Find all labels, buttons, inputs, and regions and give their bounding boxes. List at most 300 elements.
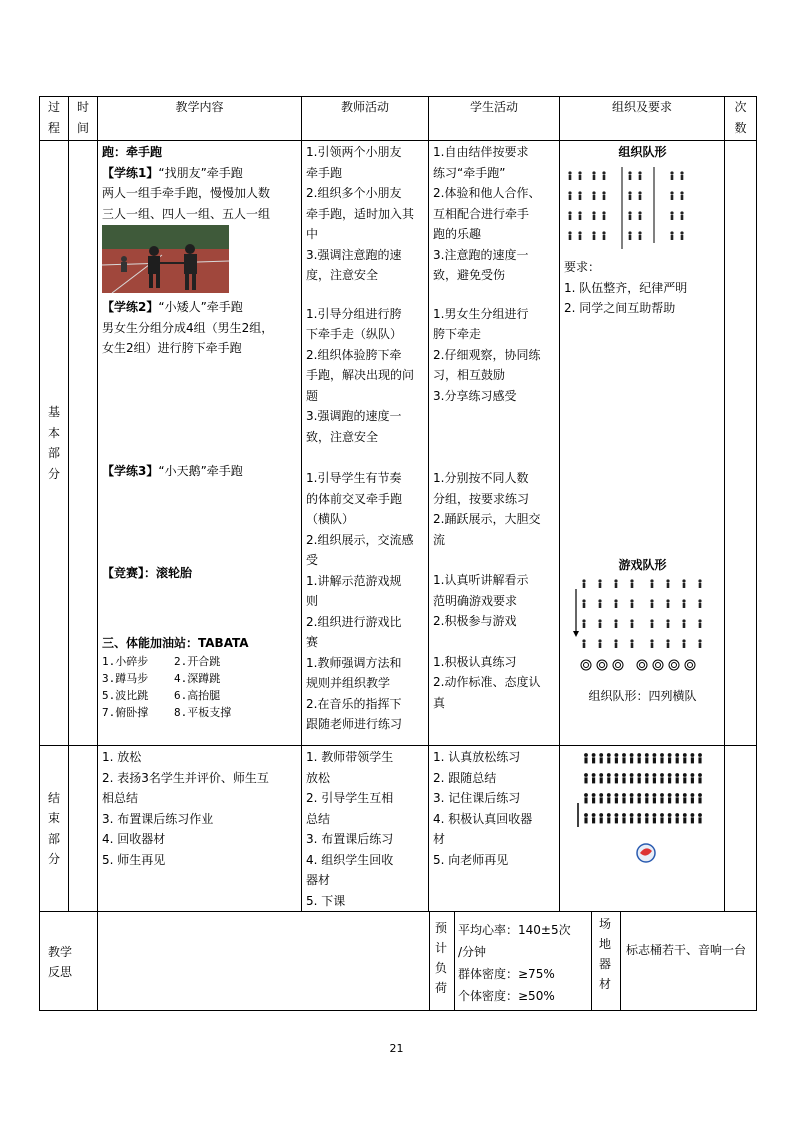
person-body bbox=[668, 757, 671, 763]
person-icon bbox=[592, 191, 595, 194]
person-icon bbox=[628, 211, 631, 214]
basic-teacher bbox=[302, 141, 429, 746]
game-heading: 【竞赛】：滚轮胎 bbox=[102, 566, 193, 580]
person-body bbox=[569, 235, 572, 240]
person-icon bbox=[622, 813, 626, 817]
person-icon bbox=[650, 619, 653, 622]
student-line: 3.分享练习感受 bbox=[433, 388, 517, 403]
header-teacher: 教师活动 bbox=[302, 97, 429, 141]
student-line: 胯下牵走 bbox=[433, 327, 482, 341]
person-body bbox=[639, 175, 642, 180]
org-caption: 组织队形：四列横队 bbox=[588, 688, 697, 703]
tire-icon bbox=[656, 663, 661, 668]
person-icon bbox=[602, 231, 605, 234]
teacher-line: 1.引导分组进行胯 bbox=[306, 306, 402, 321]
person-icon bbox=[614, 753, 618, 757]
person-icon bbox=[698, 579, 701, 582]
person-body bbox=[629, 215, 632, 220]
person-icon bbox=[584, 753, 588, 757]
person-icon bbox=[637, 793, 641, 797]
fitness-row: 7.俯卧撑 8.平板支撑 bbox=[102, 706, 232, 719]
ending-teacher-line: 器材 bbox=[306, 873, 331, 887]
person-body bbox=[671, 215, 674, 220]
teacher-line: 2.组织进行游戏比 bbox=[306, 614, 402, 629]
teacher-line: 规则并组织教学 bbox=[306, 676, 391, 690]
ending-teacher-line: 1. 教师带领学生 bbox=[306, 750, 394, 764]
person-body bbox=[660, 817, 663, 823]
person-icon bbox=[652, 813, 656, 817]
person-body bbox=[671, 235, 674, 240]
person-body bbox=[603, 175, 606, 180]
student-line: 1.分别按不同人数 bbox=[433, 471, 529, 485]
teacher-line: 手跑，解决出现的问 bbox=[306, 368, 415, 382]
load-line: 个体密度：≥50% bbox=[458, 989, 555, 1003]
tire-icon bbox=[653, 660, 663, 670]
person-body bbox=[600, 777, 603, 783]
person-icon bbox=[598, 599, 601, 602]
basic-content bbox=[98, 141, 302, 746]
person-icon bbox=[666, 639, 669, 642]
person-body bbox=[699, 583, 702, 588]
person-icon bbox=[582, 579, 585, 582]
person-body bbox=[676, 797, 679, 803]
person-icon bbox=[622, 753, 626, 757]
teacher-line: 1.引导学生有节奏 bbox=[306, 471, 402, 485]
load-line: /分钟 bbox=[458, 945, 487, 959]
fitness-row: 3.蹲马步 4.深蹲跳 bbox=[102, 672, 221, 685]
running-photo bbox=[102, 225, 229, 293]
person-icon bbox=[652, 793, 656, 797]
ending-student-line: 1. 认真放松练习 bbox=[433, 750, 521, 764]
person-icon bbox=[630, 639, 633, 642]
person-body bbox=[639, 235, 642, 240]
person-icon bbox=[698, 599, 701, 602]
person-body bbox=[698, 797, 701, 803]
person-icon bbox=[652, 773, 656, 777]
person-body bbox=[622, 797, 625, 803]
person-icon bbox=[584, 773, 588, 777]
person-icon bbox=[675, 793, 679, 797]
person-icon bbox=[683, 813, 687, 817]
teacher-line: 度，注意安全 bbox=[306, 268, 379, 282]
person-body bbox=[630, 777, 633, 783]
formation-diagram-1 bbox=[564, 163, 694, 251]
person-body bbox=[639, 195, 642, 200]
person-body bbox=[676, 777, 679, 783]
person-body bbox=[683, 757, 686, 763]
ending-teacher-line: 总结 bbox=[306, 811, 331, 826]
load-values bbox=[458, 919, 586, 1007]
ex1-line-1: 两人一组手牵手跑，慢慢加人数 bbox=[102, 186, 271, 200]
person-body bbox=[681, 175, 684, 180]
person-body bbox=[579, 215, 582, 220]
person-body bbox=[615, 643, 618, 648]
person-body bbox=[668, 817, 671, 823]
header-row bbox=[40, 97, 757, 141]
person-body bbox=[660, 777, 663, 783]
person-body bbox=[584, 777, 587, 783]
ending-teacher bbox=[302, 746, 429, 912]
fitness-title: 三、体能加油站：TABATA bbox=[102, 635, 249, 650]
teacher-line: 题 bbox=[306, 388, 319, 403]
person-icon bbox=[592, 753, 596, 757]
person-icon bbox=[682, 579, 685, 582]
person-body bbox=[593, 235, 596, 240]
person-body bbox=[691, 777, 694, 783]
person-body bbox=[681, 235, 684, 240]
person-body bbox=[683, 603, 686, 608]
reflection-body bbox=[98, 912, 757, 1011]
student-line: 流 bbox=[433, 532, 446, 547]
person-body bbox=[671, 195, 674, 200]
student-line: 1.男女生分组进行 bbox=[433, 306, 529, 321]
person-icon bbox=[675, 813, 679, 817]
person-body bbox=[599, 643, 602, 648]
person-icon bbox=[637, 773, 641, 777]
student-line: 2.体验和他人合作、 bbox=[433, 186, 541, 200]
person-icon bbox=[614, 813, 618, 817]
teacher-line: 牵手跑，适时加入其 bbox=[306, 206, 415, 221]
person-body bbox=[681, 195, 684, 200]
person-icon bbox=[645, 773, 649, 777]
person-body bbox=[615, 757, 618, 763]
header-count: 次数 bbox=[725, 97, 757, 141]
person-icon bbox=[607, 793, 611, 797]
person-body bbox=[592, 797, 595, 803]
person-body bbox=[593, 175, 596, 180]
req-item-2: 2. 同学之间互助帮助 bbox=[564, 301, 676, 315]
person-icon bbox=[675, 753, 679, 757]
ending-content-line: 5. 师生再见 bbox=[102, 852, 166, 867]
teacher-line: 牵手跑 bbox=[306, 165, 343, 180]
person-icon bbox=[682, 639, 685, 642]
person-icon bbox=[568, 211, 571, 214]
person-icon bbox=[690, 793, 694, 797]
person-icon bbox=[660, 813, 664, 817]
basic-row bbox=[40, 141, 757, 746]
tire-icon bbox=[616, 663, 621, 668]
person-icon bbox=[622, 773, 626, 777]
person-icon bbox=[630, 619, 633, 622]
person-icon bbox=[630, 793, 634, 797]
person-body bbox=[683, 643, 686, 648]
person-body bbox=[698, 777, 701, 783]
person-body bbox=[583, 643, 586, 648]
person-body bbox=[651, 603, 654, 608]
ex1-heading: 【学练1】“找朋友”牵手跑 bbox=[102, 165, 243, 180]
person-body bbox=[660, 797, 663, 803]
person-icon bbox=[668, 753, 672, 757]
person-body bbox=[668, 797, 671, 803]
student-line: 3.注意跑的速度一 bbox=[433, 247, 529, 262]
person-icon bbox=[668, 773, 672, 777]
person-icon bbox=[675, 773, 679, 777]
person-icon bbox=[660, 773, 664, 777]
person-icon bbox=[666, 599, 669, 602]
person-icon bbox=[680, 191, 683, 194]
person-icon bbox=[607, 773, 611, 777]
person-icon bbox=[670, 191, 673, 194]
person-body bbox=[584, 757, 587, 763]
person-body bbox=[645, 797, 648, 803]
person-icon bbox=[614, 793, 618, 797]
content-title: 跑：牵手跑 bbox=[102, 145, 163, 159]
teacher-line: 3.强调跑的速度一 bbox=[306, 409, 402, 423]
student-line: 习，相互鼓励 bbox=[433, 368, 506, 382]
tire-icon bbox=[640, 663, 645, 668]
fitness-row: 5.波比跳 6.高抬腿 bbox=[102, 689, 221, 702]
person-body bbox=[579, 195, 582, 200]
student-line: 2.踊跃展示，大胆交 bbox=[433, 512, 541, 526]
ex2-heading: 【学练2】“小矮人”牵手跑 bbox=[102, 300, 243, 314]
ending-teacher-line: 4. 组织学生回收 bbox=[306, 852, 394, 867]
fitness-list bbox=[102, 653, 298, 721]
person-icon bbox=[698, 793, 702, 797]
person-icon bbox=[578, 191, 581, 194]
person-body bbox=[698, 757, 701, 763]
person-icon bbox=[690, 813, 694, 817]
person-icon bbox=[666, 619, 669, 622]
person-body bbox=[622, 817, 625, 823]
person-body bbox=[653, 777, 656, 783]
basic-count bbox=[725, 141, 757, 746]
person-icon bbox=[599, 773, 603, 777]
person-body bbox=[691, 757, 694, 763]
person-body bbox=[599, 583, 602, 588]
reflection-label: 教学反思 bbox=[40, 912, 98, 1011]
tire-icon bbox=[688, 663, 693, 668]
req-label: 要求： bbox=[564, 260, 601, 274]
person-icon bbox=[568, 231, 571, 234]
header-org: 组织及要求 bbox=[560, 97, 725, 141]
person-body bbox=[600, 757, 603, 763]
venue-text: 标志桶若干、音响一台 bbox=[626, 943, 747, 957]
teacher-line: 2.组织展示，交流感 bbox=[306, 532, 414, 547]
student-line: 互相配合进行牵手 bbox=[433, 206, 530, 221]
person-icon bbox=[660, 753, 664, 757]
ending-count bbox=[725, 746, 757, 912]
person-icon bbox=[568, 191, 571, 194]
load-label-cell: 预计负荷 bbox=[429, 912, 455, 1010]
person-body bbox=[668, 777, 671, 783]
basic-org bbox=[560, 141, 725, 746]
person-icon bbox=[628, 191, 631, 194]
person-body bbox=[638, 817, 641, 823]
ending-teacher-line: 3. 布置课后练习 bbox=[306, 832, 394, 846]
person-icon bbox=[668, 813, 672, 817]
person-body bbox=[584, 817, 587, 823]
ending-formation-diagram bbox=[564, 747, 714, 867]
person-icon bbox=[602, 191, 605, 194]
tire-icon bbox=[581, 660, 591, 670]
reflection-row bbox=[40, 912, 757, 1011]
basic-time bbox=[69, 141, 98, 746]
person-body bbox=[607, 797, 610, 803]
header-time: 时间 bbox=[69, 97, 98, 141]
person-body bbox=[699, 643, 702, 648]
person-icon bbox=[578, 211, 581, 214]
teacher-line: 致，注意安全 bbox=[306, 429, 379, 444]
person-icon bbox=[584, 793, 588, 797]
person-body bbox=[583, 583, 586, 588]
req-item-1: 1. 队伍整齐，纪律严明 bbox=[564, 280, 688, 295]
person-body bbox=[645, 817, 648, 823]
person-body bbox=[593, 195, 596, 200]
person-icon bbox=[582, 639, 585, 642]
person-body bbox=[592, 817, 595, 823]
person-body bbox=[683, 623, 686, 628]
person-body bbox=[676, 757, 679, 763]
person-body bbox=[603, 215, 606, 220]
person-icon bbox=[698, 619, 701, 622]
person-icon bbox=[698, 773, 702, 777]
person-icon bbox=[592, 793, 596, 797]
person-icon bbox=[666, 579, 669, 582]
person-icon bbox=[690, 773, 694, 777]
person-body bbox=[651, 583, 654, 588]
page-number: 21 bbox=[389, 1042, 404, 1055]
person-icon bbox=[628, 231, 631, 234]
org-title-1: 组织队形 bbox=[618, 145, 667, 159]
person-body bbox=[645, 777, 648, 783]
person-body bbox=[607, 777, 610, 783]
reflection-inner bbox=[98, 912, 756, 1010]
person-icon bbox=[680, 231, 683, 234]
person-icon bbox=[598, 579, 601, 582]
lesson-table bbox=[39, 96, 757, 1011]
ending-student-line: 3. 记住课后练习 bbox=[433, 791, 521, 805]
person-icon bbox=[592, 813, 596, 817]
tire-icon bbox=[600, 663, 605, 668]
person-body bbox=[615, 623, 618, 628]
person-icon bbox=[607, 813, 611, 817]
person-icon bbox=[637, 753, 641, 757]
ending-time bbox=[69, 746, 98, 912]
person-icon bbox=[682, 599, 685, 602]
tire-icon bbox=[672, 663, 677, 668]
person-icon bbox=[682, 619, 685, 622]
ending-teacher-line: 放松 bbox=[306, 770, 331, 785]
person-body bbox=[603, 235, 606, 240]
person-icon bbox=[622, 793, 626, 797]
person-body bbox=[569, 175, 572, 180]
teacher-line: 跟随老师进行练习 bbox=[306, 717, 403, 731]
person-icon bbox=[598, 639, 601, 642]
person-icon bbox=[683, 753, 687, 757]
person-body bbox=[699, 603, 702, 608]
person-body bbox=[600, 817, 603, 823]
person-icon bbox=[592, 171, 595, 174]
person-body bbox=[638, 797, 641, 803]
person-icon bbox=[670, 231, 673, 234]
person-icon bbox=[614, 773, 618, 777]
person-body bbox=[630, 757, 633, 763]
person-icon bbox=[683, 793, 687, 797]
person-icon bbox=[680, 211, 683, 214]
person-body bbox=[603, 195, 606, 200]
person-body bbox=[631, 643, 634, 648]
ending-content-line: 相总结 bbox=[102, 791, 139, 805]
ending-label: 结束部分 bbox=[40, 746, 69, 912]
person-body bbox=[569, 195, 572, 200]
ending-student-line: 2. 跟随总结 bbox=[433, 770, 497, 785]
person-body bbox=[607, 757, 610, 763]
fitness-row: 1.小碎步 2.开合跳 bbox=[102, 655, 221, 668]
person-icon bbox=[670, 211, 673, 214]
person-body bbox=[569, 215, 572, 220]
person-icon bbox=[599, 753, 603, 757]
teacher-line: 下牵手走（纵队） bbox=[306, 327, 403, 341]
student-line: 分组，按要求练习 bbox=[433, 491, 530, 506]
person-icon bbox=[599, 813, 603, 817]
person-icon bbox=[630, 813, 634, 817]
person-body bbox=[593, 215, 596, 220]
person-body bbox=[691, 817, 694, 823]
person-body bbox=[676, 817, 679, 823]
ending-content-line: 1. 放松 bbox=[102, 750, 142, 764]
student-line: 范明确游戏要求 bbox=[433, 593, 518, 608]
person-body bbox=[592, 757, 595, 763]
tire-icon bbox=[685, 660, 695, 670]
ending-teacher-line: 5. 下课 bbox=[306, 893, 346, 908]
person-body bbox=[683, 817, 686, 823]
person-body bbox=[629, 195, 632, 200]
person-body bbox=[629, 235, 632, 240]
person-icon bbox=[602, 171, 605, 174]
person-icon bbox=[652, 753, 656, 757]
person-icon bbox=[650, 579, 653, 582]
formation-diagram-2 bbox=[564, 575, 714, 673]
ex2-line-2: 女生2组）进行胯下牵手跑 bbox=[102, 341, 242, 355]
tire-icon bbox=[613, 660, 623, 670]
person-icon bbox=[650, 639, 653, 642]
person-icon bbox=[582, 599, 585, 602]
teacher-line: （横队） bbox=[306, 512, 355, 526]
person-body bbox=[592, 777, 595, 783]
person-body bbox=[683, 777, 686, 783]
person-body bbox=[683, 583, 686, 588]
header-process: 过程 bbox=[40, 97, 69, 141]
teacher-line: 1.讲解示范游戏规 bbox=[306, 573, 402, 588]
person-icon bbox=[568, 171, 571, 174]
person-icon bbox=[668, 793, 672, 797]
person-body bbox=[600, 797, 603, 803]
student-line: 2.动作标准、态度认 bbox=[433, 675, 541, 689]
teacher-line: 3.强调注意跑的速 bbox=[306, 247, 402, 262]
teacher-line: 2.组织多个小朋友 bbox=[306, 186, 402, 200]
person-body bbox=[653, 757, 656, 763]
person-body bbox=[583, 623, 586, 628]
person-body bbox=[631, 583, 634, 588]
person-icon bbox=[614, 579, 617, 582]
student-line: 1.认真听讲解看示 bbox=[433, 573, 529, 587]
person-icon bbox=[645, 813, 649, 817]
teacher-line: 2.组织体验胯下牵 bbox=[306, 347, 402, 362]
ending-content-line: 3. 布置课后练习作业 bbox=[102, 811, 214, 826]
org-title-2: 游戏队形 bbox=[618, 557, 667, 572]
person-icon bbox=[592, 231, 595, 234]
ex2-line-1: 男女生分组分成4组（男生2组， bbox=[102, 320, 274, 335]
tire-icon bbox=[597, 660, 607, 670]
student-line: 真 bbox=[433, 695, 446, 710]
student-line: 致，避免受伤 bbox=[433, 268, 506, 282]
person-icon bbox=[630, 773, 634, 777]
person-icon bbox=[638, 191, 641, 194]
person-icon bbox=[614, 599, 617, 602]
person-icon bbox=[650, 599, 653, 602]
person-body bbox=[667, 623, 670, 628]
ending-student bbox=[429, 746, 560, 912]
